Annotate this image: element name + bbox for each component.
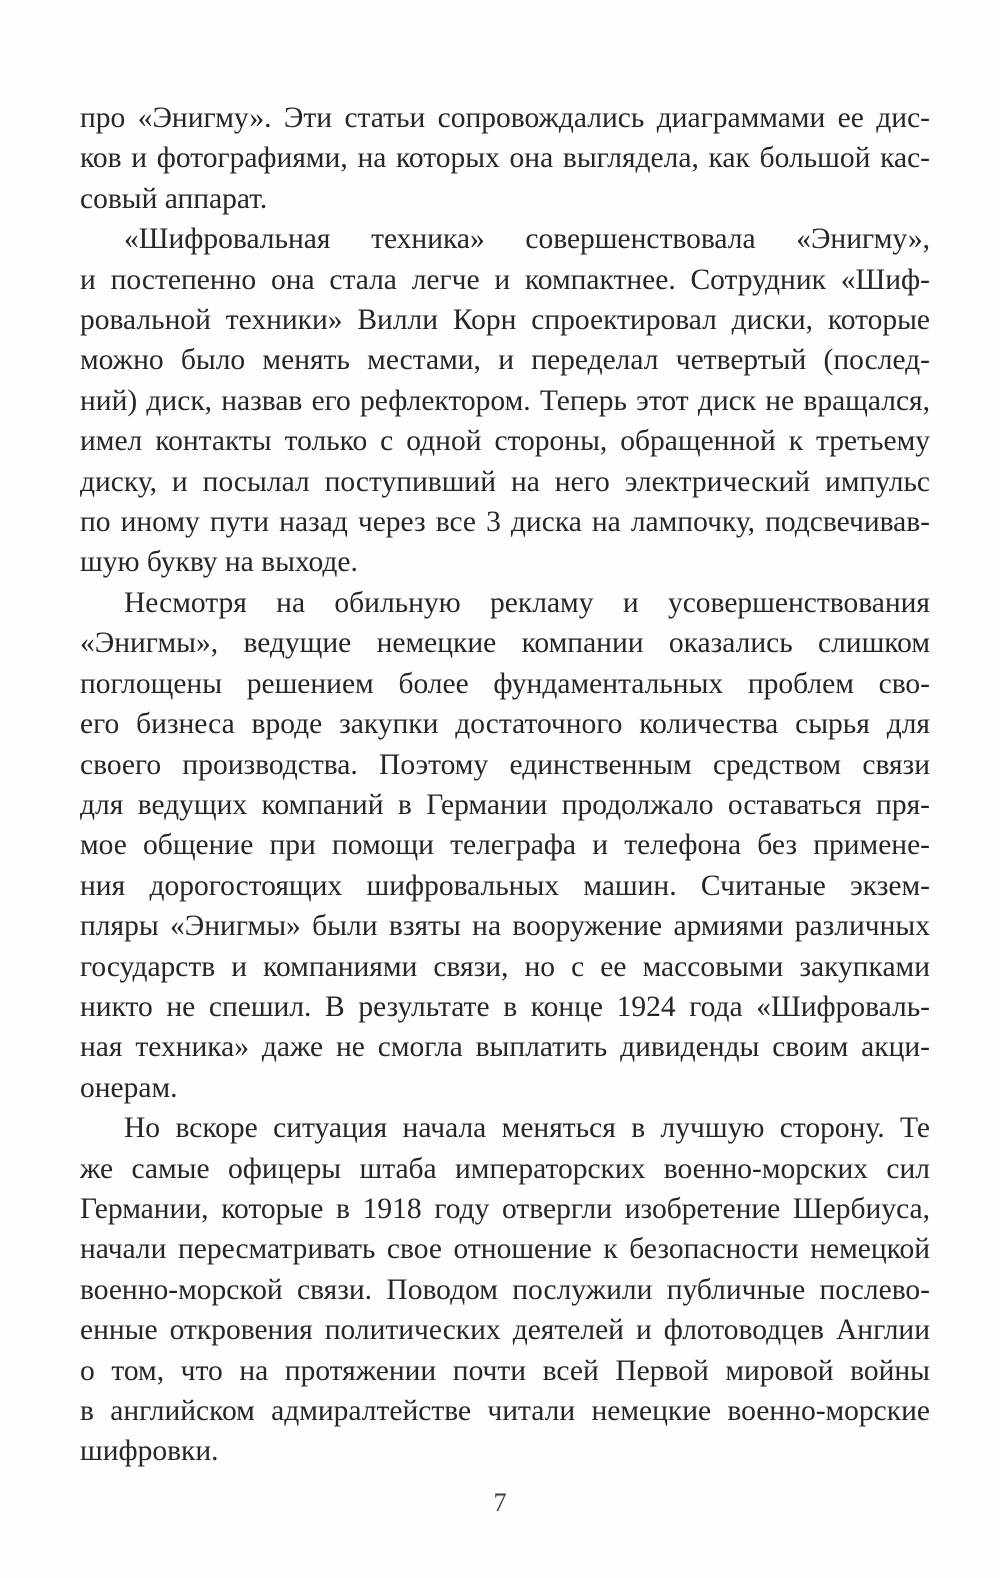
text-line: ния дорогостоящих шифровальных машин. Считаные экзем- [80,869,930,902]
text-line: же самые офицеры штаба императорских военно-морских сил [80,1152,930,1185]
text-line: ровальной техники» Вилли Корн спроектировал диски, которые [80,304,930,337]
text-line: Несмотря на обильную рекламу и усовершенствования [124,586,930,619]
paragraph [80,583,930,1108]
text-line: ний) диск, назвав его рефлектором. Теперь этот диск не вращался, [80,384,930,417]
text-line: про «Энигму». Эти статьи сопровождались диаграммами ее дис- [80,102,930,134]
text-line: шую букву на выходе. [80,546,358,579]
text-line: и постепенно она стала легче и компактнее. Сотрудник «Шиф- [80,263,930,296]
text-line: в английском адмиралтействе читали немецкие военно-морские [80,1395,930,1427]
text-line: шифровки. [80,1435,219,1468]
text-line: по иному пути назад через все 3 диска на лампочку, подсвечивав- [80,506,930,539]
paragraph [80,219,930,583]
text-line: диску, и посылал поступивший на него электрический импульс [80,465,930,498]
text-line: имел контакты только с одной стороны, обращенной к третьему [80,425,930,458]
text-line: мое общение при помощи телеграфа и телефона без примене- [80,829,930,862]
text-line: для ведущих компаний в Германии продолжало оставаться пря- [80,788,930,821]
text-line: его бизнеса вроде закупки достаточного количества сырья для [80,708,930,741]
text-line: «Шифровальная техника» совершенствовала «Энигму», [124,223,930,256]
text-line: никто не спешил. В результате в конце 1924 года «Шифроваль- [80,990,930,1023]
text-line: Германии, которые в 1918 году отвергли изобретение Шербиуса, [80,1192,930,1225]
text-line: пляры «Энигмы» были взяты на вооружение армиями различных [80,910,930,943]
page-number: 7 [493,1488,507,1517]
text-line: Но вскоре ситуация начала меняться в лучшую сторону. Те [124,1112,930,1145]
text-line: «Энигмы», ведущие немецкие компании оказались слишком [80,627,930,660]
text-line: о том, что на протяжении почти всей Первой мировой войны [80,1354,930,1387]
text-line: енные откровения политических деятелей и флотоводцев Англии [80,1314,930,1347]
text-line: онерам. [80,1071,178,1104]
text-line: совый аппарат. [80,182,268,215]
text-line: ная техника» даже не смогла выплатить дивиденды своим акци- [80,1031,930,1064]
paragraph [80,98,930,219]
text-line: военно-морской связи. Поводом послужили публичные послево- [80,1273,930,1306]
paragraph [80,1108,930,1472]
text-line: государств и компаниями связи, но с ее массовыми закупками [80,950,930,983]
text-line: своего производства. Поэтому единственным средством связи [80,748,930,781]
text-line: ков и фотографиями, на которых она выглядела, как большой кас- [80,142,930,175]
body-text [80,98,930,1472]
text-line: начали пересматривать свое отношение к безопасности немецкой [80,1233,930,1266]
text-line: можно было менять местами, и переделал четвертый (послед- [80,344,930,377]
text-line: поглощены решением более фундаментальных проблем сво- [80,667,930,700]
